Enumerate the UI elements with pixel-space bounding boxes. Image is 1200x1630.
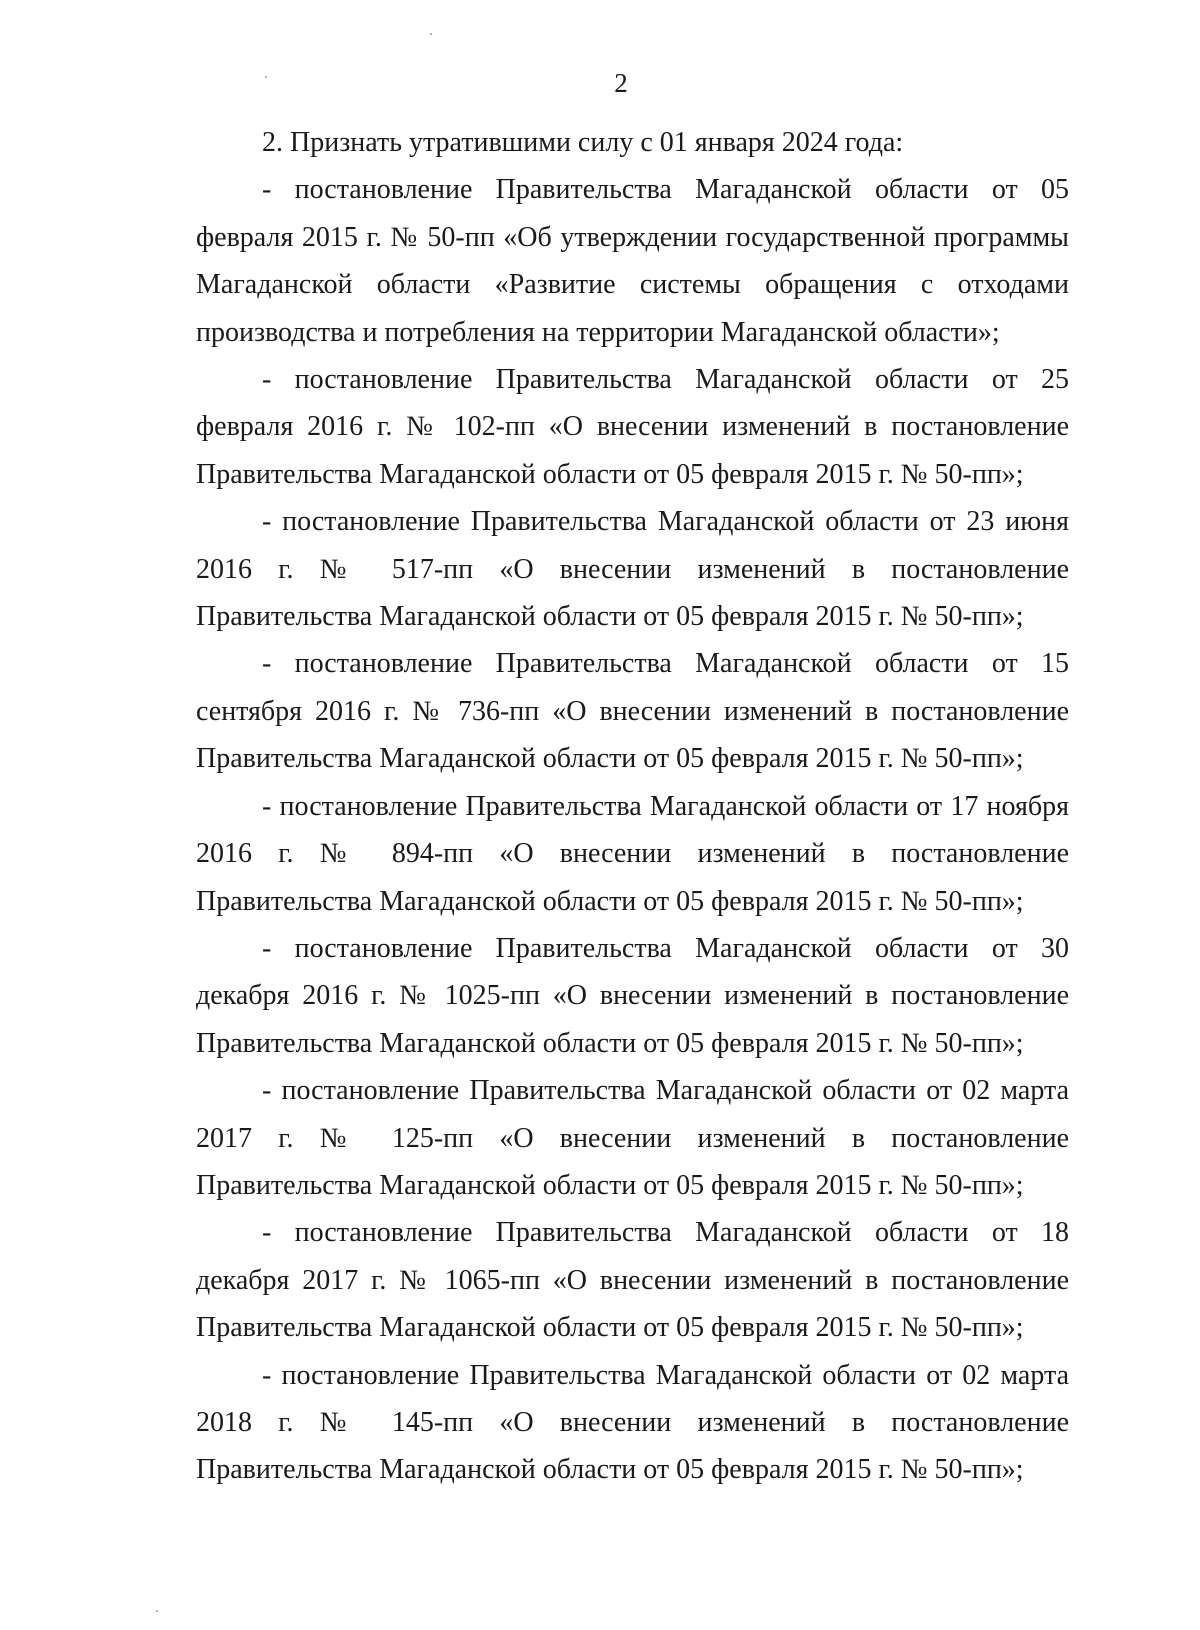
repealed-resolution-item: - постановление Правительства Магаданской области от 15 сентября 2016 г. № 736-пп «О внесении изменений в постановление Правительства Магаданской области от 05 февраля 2015 г. № 50-пп»; [196,648,1069,775]
document-body [196,119,1069,1494]
repealed-resolution-item: - постановление Правительства Магаданской области от 30 декабря 2016 г. № 1025-пп «О внесении изменений в постановление Правительства Магаданской области от 05 февраля 2015 г. № 50-пп»; [196,932,1069,1059]
scan-speck [430,33,432,35]
repealed-resolution-item: - постановление Правительства Магаданской области от 17 ноября 2016 г. № 894-пп «О внесении изменений в постановление Правительства Магаданской области от 05 февраля 2015 г. № 50-пп»; [196,790,1069,917]
repealed-resolution-item: - постановление Правительства Магаданской области от 18 декабря 2017 г. № 1065-пп «О внесении изменений в постановление Правительства Магаданской области от 05 февраля 2015 г. № 50-пп»; [196,1217,1069,1344]
repealed-resolution-item: - постановление Правительства Магаданской области от 25 февраля 2016 г. № 102-пп «О внесении изменений в постановление Правительства Магаданской области от 05 февраля 2015 г. № 50-пп»; [196,364,1069,490]
scan-speck [156,1610,158,1612]
repealed-resolution-item: - постановление Правительства Магаданской области от 02 марта 2017 г. № 125-пп «О внесении изменений в постановление Правительства Магаданской области от 05 февраля 2015 г. № 50-пп»; [196,1075,1069,1201]
clause-heading: 2. Признать утратившими силу с 01 января 2024 года: [262,127,904,158]
repealed-resolution-item: - постановление Правительства Магаданской области от 23 июня 2016 г. № 517-пп «О внесении изменений в постановление Правительства Магаданской области от 05 февраля 2015 г. № 50-пп»; [196,506,1069,633]
repealed-resolution-item: - постановление Правительства Магаданской области от 05 февраля 2015 г. № 50-пп «Об утверждении государственной программы Магаданской области «Развитие системы обращения с отходами производства и потребления на территории Магаданской области»; [196,174,1069,348]
repealed-resolution-item: - постановление Правительства Магаданской области от 02 марта 2018 г. № 145-пп «О внесении изменений в постановление Правительства Магаданской области от 05 февраля 2015 г. № 50-пп»; [196,1359,1069,1486]
page-number: 2 [614,68,628,98]
